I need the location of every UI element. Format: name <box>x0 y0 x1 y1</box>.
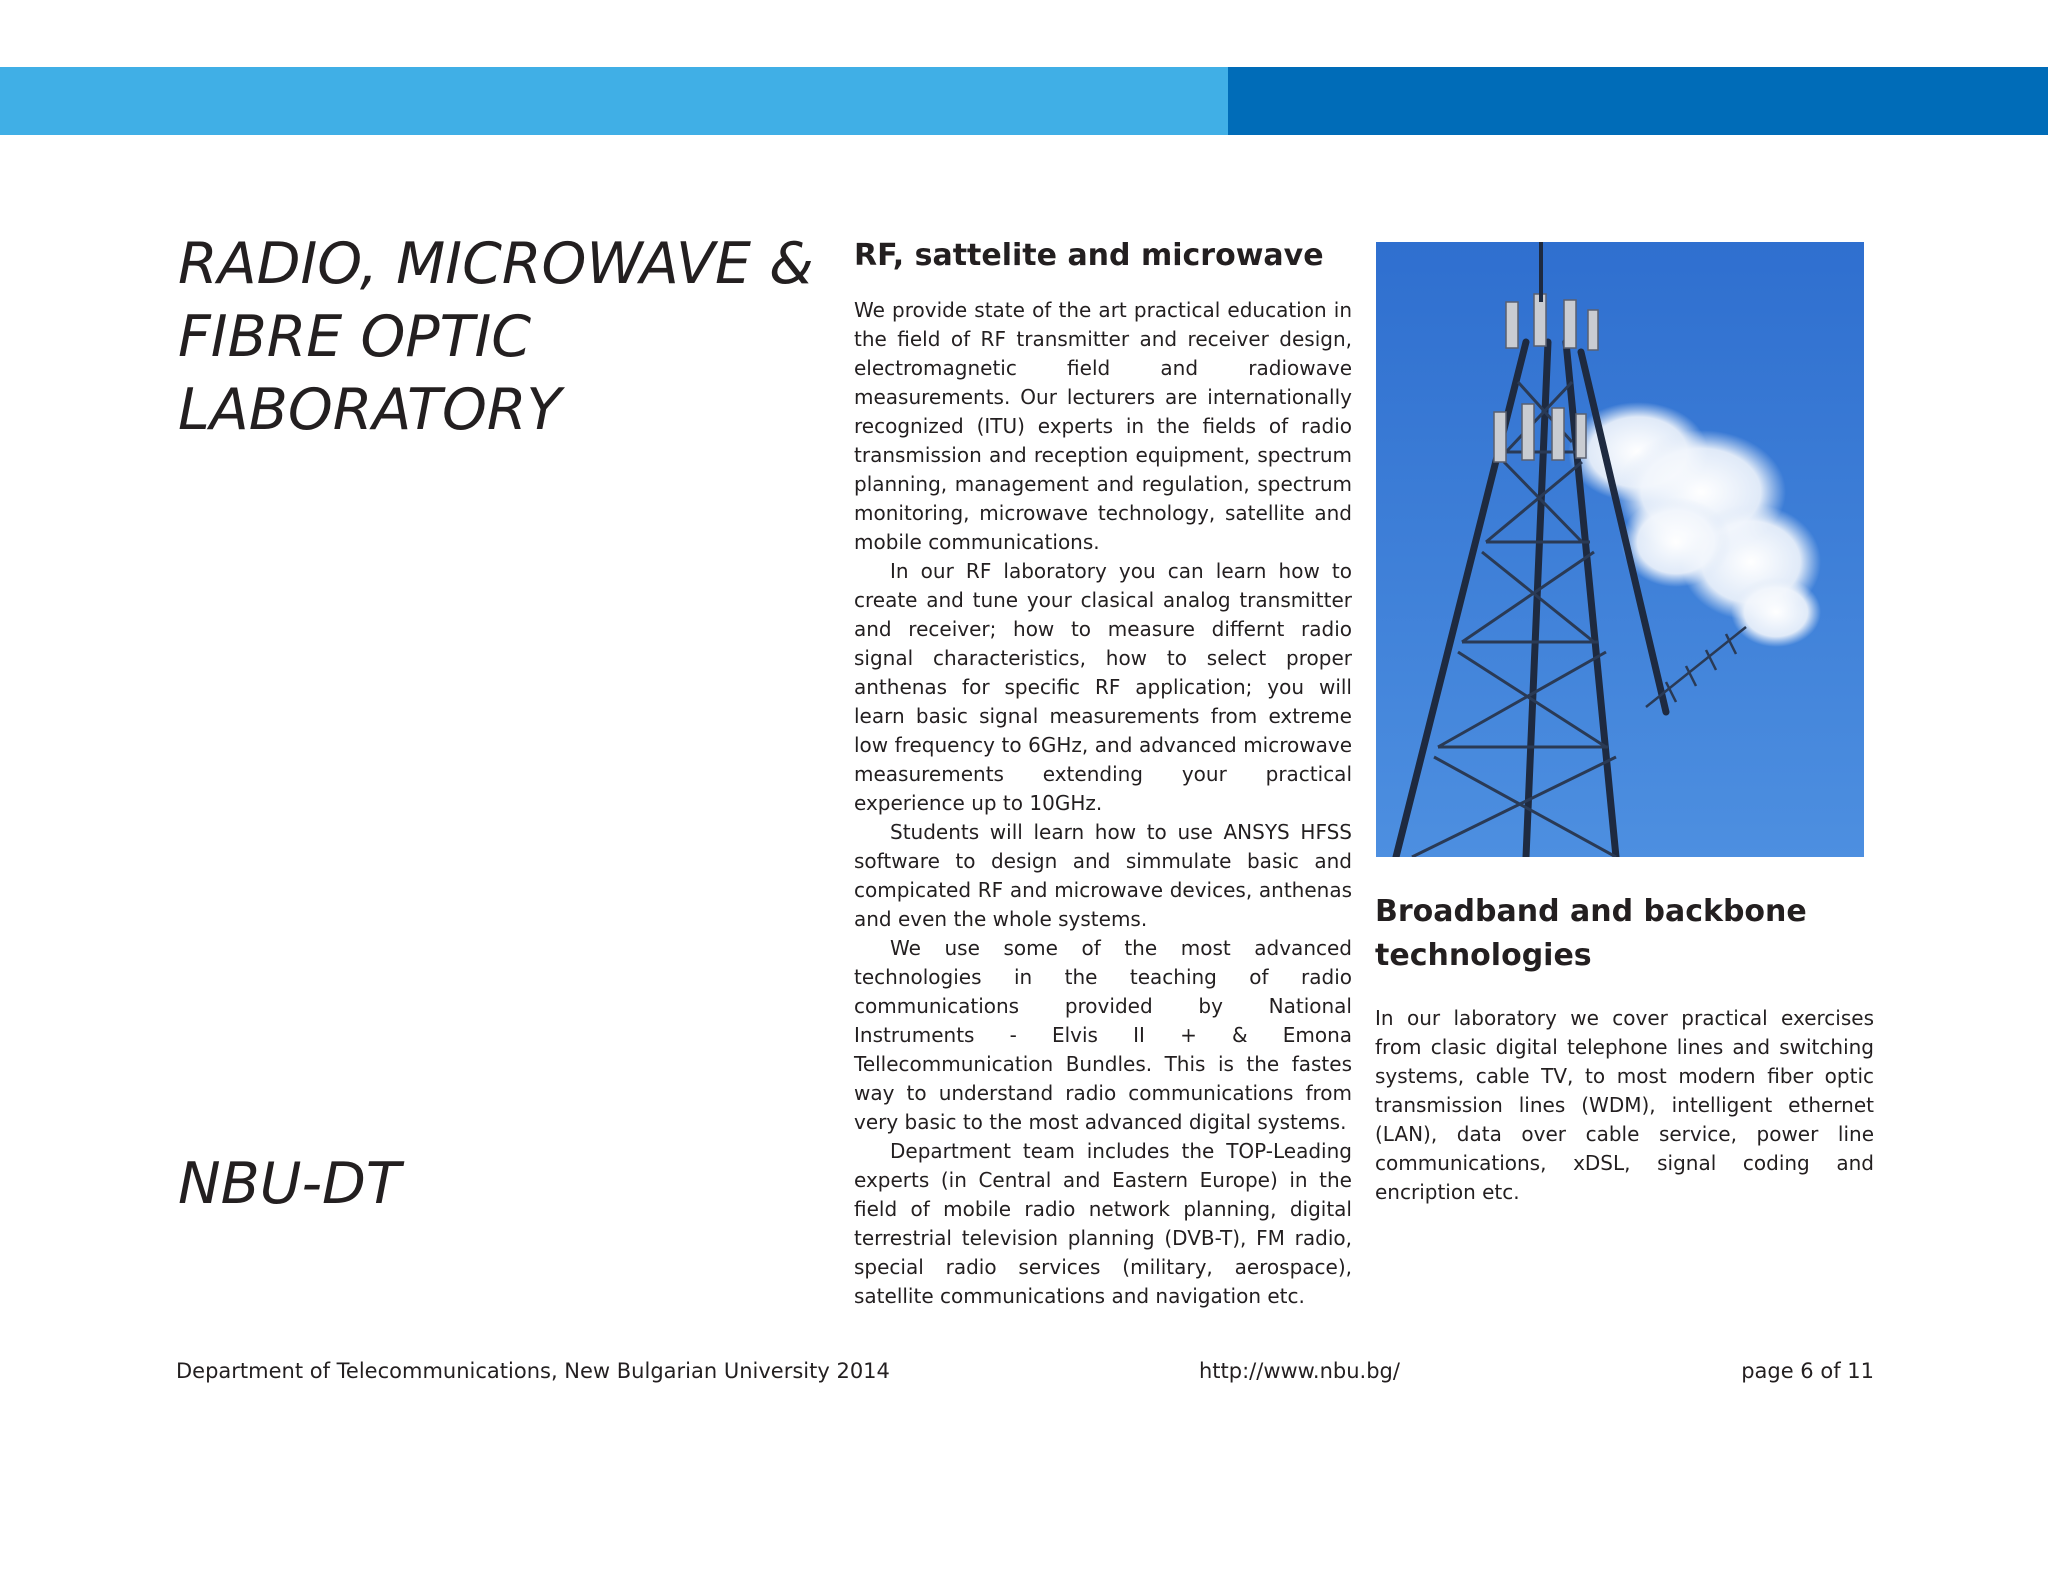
rf-paragraph-2: In our RF laboratory you can learn how to create and tune your clasical analog transmitter and receiver; how to measure differnt radio signal characteristics, how to select proper anthenas for specific RF application; you will learn basic signal measurements from extreme low frequency to 6GHz, and advanced microwave measurements extending your practical experience up to 10GHz. <box>854 559 1352 815</box>
antenna-tower-photo <box>1376 242 1864 857</box>
department-code: NBU-DT <box>178 1151 401 1217</box>
header-band-light <box>0 67 1228 135</box>
footer-department: Department of Telecommunications, New Bulgarian University 2014 <box>176 1359 890 1383</box>
footer-page-number: page 6 of 11 <box>1741 1359 1874 1383</box>
broadband-paragraph-1: In our laboratory we cover practical exercises from clasic digital telephone lines and switching systems, cable TV, to most modern fiber optic transmission lines (WDM), intelligent ethernet (LAN), data over cable service, power line communications, xDSL, signal coding and encription etc. <box>1375 1006 1874 1204</box>
rf-paragraph-3: Students will learn how to use ANSYS HFSS software to design and simmulate basic and compicated RF and microwave devices, anthenas and even the whole systems. <box>854 820 1352 931</box>
rf-paragraph-1: We provide state of the art practical education in the field of RF transmitter and receiver design, electromagnetic field and radiowave measurements. Our lecturers are internationally recognized (ITU) experts in the fields of radio transmission and reception equipment, spectrum planning, management and regulation, spectrum monitoring, microwave technology, satellite and mobile communications. <box>854 298 1352 554</box>
footer-url[interactable]: http://www.nbu.bg/ <box>1199 1359 1400 1383</box>
rf-paragraph-4: We use some of the most advanced technologies in the teaching of radio communications provided by National Instruments - Elvis II + & Emona Tellecommunication Bundles. This is the fastes way to understand radio communications from very basic to the most advanced digital systems. <box>854 936 1352 1134</box>
rf-paragraph-5: Department team includes the TOP-Leading experts (in Central and Eastern Europe) in the field of mobile radio network planning, digital terrestrial television planning (DVB-T), FM radio, special radio services (military, aerospace), satellite communications and navigation etc. <box>854 1139 1352 1308</box>
header-band-dark <box>1228 67 2048 135</box>
broadband-section-heading: Broadband and backbone technologies <box>1375 894 1807 973</box>
rf-section <box>854 234 1352 1311</box>
broadband-section <box>1375 890 1874 1207</box>
rf-section-heading: RF, sattelite and microwave <box>854 238 1324 273</box>
page-title: RADIO, MICROWAVE & FIBRE OPTIC LABORATORY <box>178 231 814 443</box>
